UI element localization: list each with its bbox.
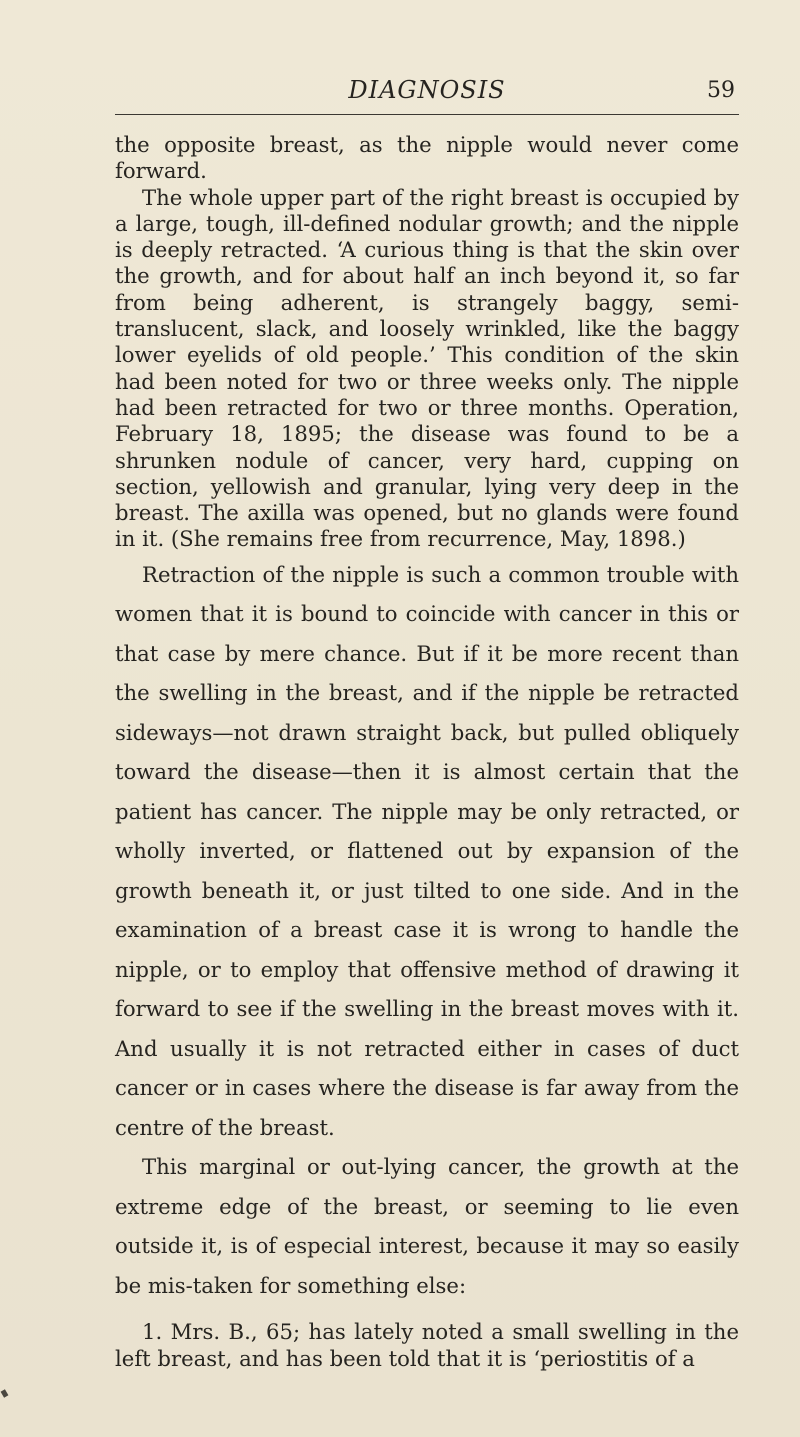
page-number: 59	[707, 78, 735, 103]
paragraph-case-description: The whole upper part of the right breast is occupied by a large, tough, ill-defined nodular growth; and the nipple is deeply retracted. ‘A curious thing is that the skin over the growth, and for about half an inch beyond it, so far from being adherent, is strangely baggy, semi-translucent, slack, and loosely wrinkled, like the baggy lower eyelids of old people.’ This condition of the skin had been noted for two or three weeks only. The nipple had been retracted for two or three months. Operation, February 18, 1895; the disease was found to be a shrunken nodule of cancer, very hard, cupping on section, yellowish and granular, lying very deep in the breast. The axilla was opened, but no glands were found in it. (She remains free from recurrence, May, 1898.)	[115, 184, 739, 552]
body-text	[115, 132, 739, 1372]
paragraph-marginal-cancer: This marginal or out-lying cancer, the growth at the extreme edge of the breast, or seeming to lie even outside it, is of especial interest, because it may so easily be mis-taken for something else:	[115, 1154, 739, 1298]
paragraph-continuation: the opposite breast, as the nipple would never come forward.	[115, 132, 739, 184]
header-rule	[115, 114, 739, 115]
running-title: DIAGNOSIS	[348, 76, 506, 104]
paragraph-nipple-retraction: Retraction of the nipple is such a common trouble with women that it is bound to coincide with cancer in this or that case by mere chance. But if it be more recent than the swelling in the breast, and if the nipple be retracted sideways—not drawn straight back, but pulled obliquely toward the disease—then it is almost certain that the patient has cancer. The nipple may be only retracted, or wholly inverted, or flattened out by expansion of the growth beneath it, or just tilted to one side. And in the examination of a breast case it is wrong to handle the nipple, or to employ that offensive method of drawing it forward to see if the swelling in the breast moves with it. And usually it is not retracted either in cases of duct cancer or in cases where the disease is far away from the centre of the breast.	[115, 561, 739, 1140]
stray-ink-mark	[1, 1389, 9, 1398]
paragraph-case-list-item: 1. Mrs. B., 65; has lately noted a small swelling in the left breast, and has been told that it is ‘periostitis of a	[115, 1319, 739, 1372]
running-head	[115, 76, 739, 116]
